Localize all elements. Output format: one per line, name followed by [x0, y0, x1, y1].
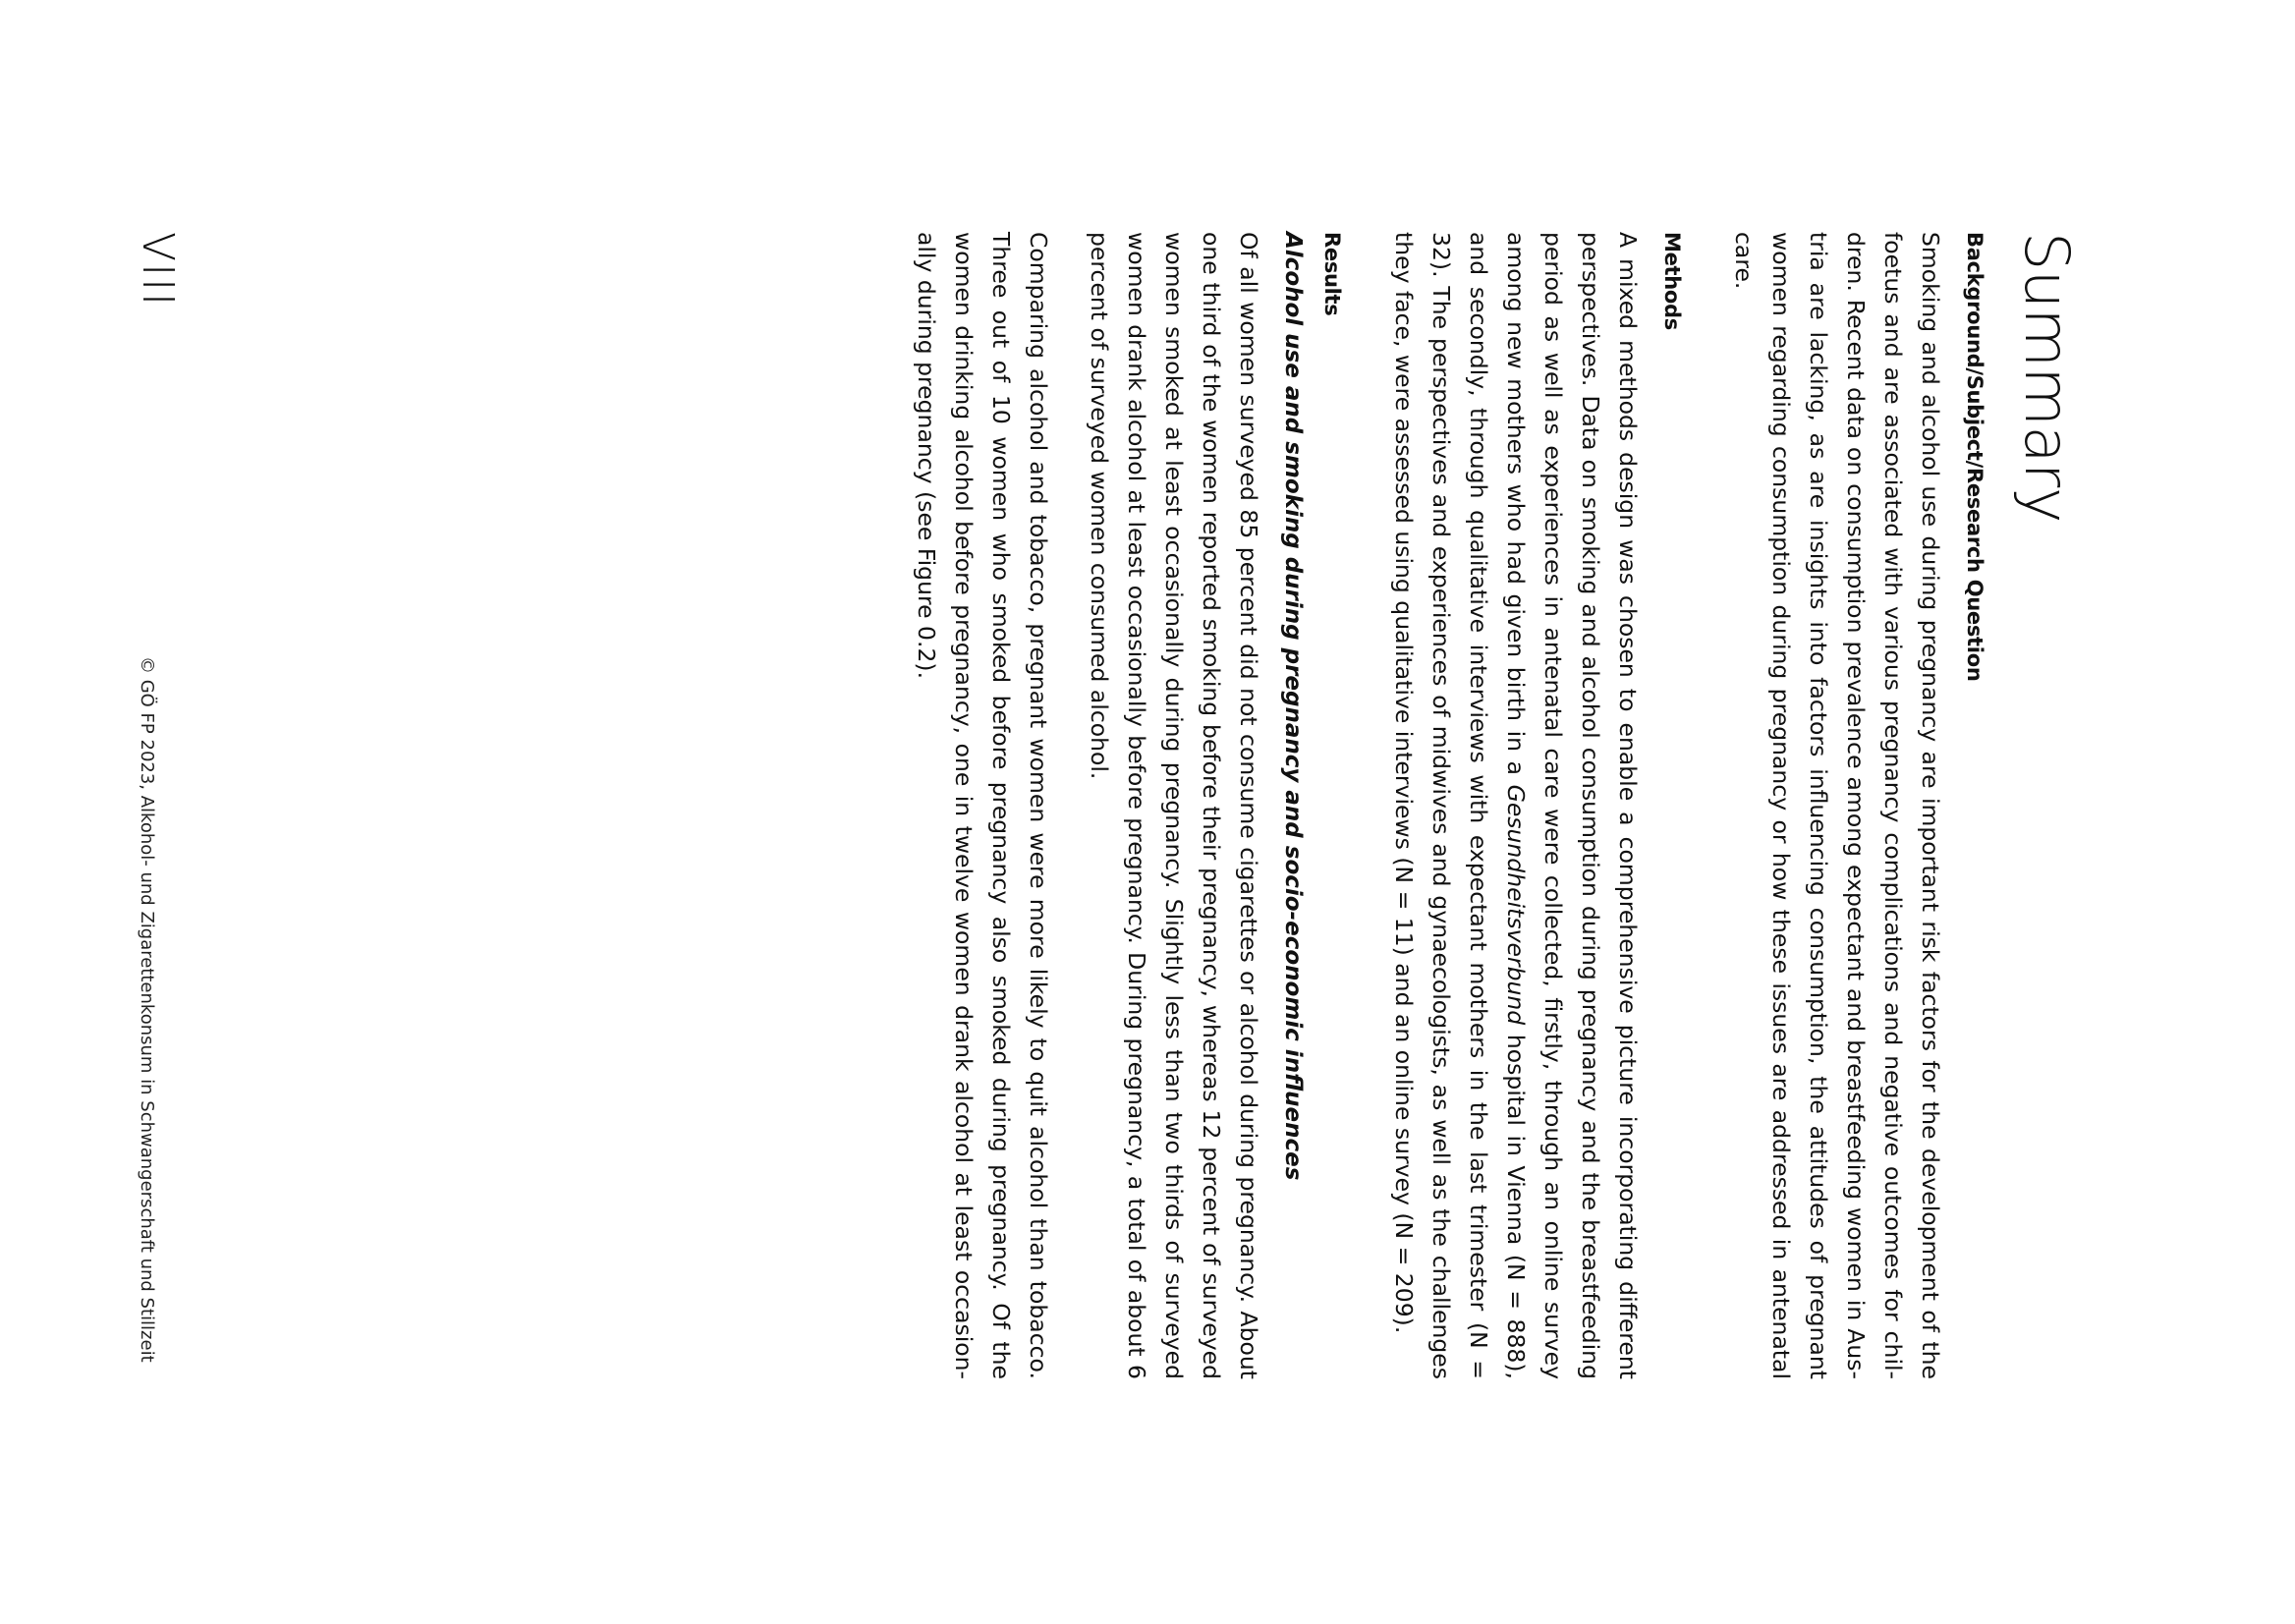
methods-heading: Methods	[1660, 232, 1684, 330]
results-heading: Results	[1320, 232, 1344, 316]
results-subheading: Alcohol use and smoking during pregnancy and socio-economic influences	[1280, 232, 1306, 1181]
page-content	[868, 232, 2083, 1379]
background-paragraph: Smoking and alcohol use during pregnancy are important risk factors for the development of the foetus and are associated with various pregnancy complications and negative outcomes for children. Recent data on consumption prevalence among expectant and breastfeeding women in Austria are lacking, as are insights into factors influencing consumption, the attitudes of pregnant women regarding consumption during pregnancy or how these issues are addressed in antenatal care.	[1730, 232, 1944, 1379]
methods-text-part-1: A mixed methods design was chosen to enable a comprehensive picture incorporating different perspectives. Data on smoking and alcohol consumption during pregnancy and the breastfeeding period as well as experiences in antenatal care were collected, firstly, through an online survey among new mothers who had given birth in a	[1502, 232, 1642, 1379]
methods-paragraph	[1385, 232, 1647, 1379]
page-number: VIII	[133, 232, 183, 308]
background-heading: Background/Subject/Research Question	[1963, 232, 1987, 682]
results-paragraph-1: Of all women surveyed 85 percent did not consume cigarettes or alcohol during pregnancy. About one third of the women reported smoking before their pregnancy, whereas 12 percent of surveyed women smoked at least occasionally during pregnancy. Slightly less than two thirds of surveyed women drank alcohol at least occasionally before pregnancy. During pregnancy, a total of about 6 percent of surveyed women consumed alcohol.	[1086, 232, 1262, 1379]
results-paragraph-2: Comparing alcohol and tobacco, pregnant women were more likely to quit alcohol than tobacco. Three out of 10 women who smoked before pregnancy also smoked during pregnancy. Of the women drinking alcohol before pregnancy, one in twelve women drank alcohol at least occasionally during pregnancy (see Figure 0.2).	[913, 232, 1052, 1379]
methods-section	[1385, 232, 1686, 1379]
methods-text-part-2: hospital in Vienna (N = 888), and secondly, through qualitative interviews with expectant mothers in the last trimester (N = 32). The perspectives and experiences of midwives and gynaecologists, as well as the challenges they face, were assessed using qualitative interviews (N = 11) and an online survey (N = 209).	[1390, 232, 1530, 1379]
methods-italic-term: Gesundheitsverbund	[1502, 784, 1530, 1026]
background-section	[1725, 232, 1988, 1379]
results-section	[908, 232, 1346, 1379]
page-title: Summary	[2011, 232, 2083, 524]
footer-copyright: © GÖ FP 2023, Alkohol- und Zigarettenkonsum in Schwangerschaft und Stillzeit	[137, 656, 157, 1363]
